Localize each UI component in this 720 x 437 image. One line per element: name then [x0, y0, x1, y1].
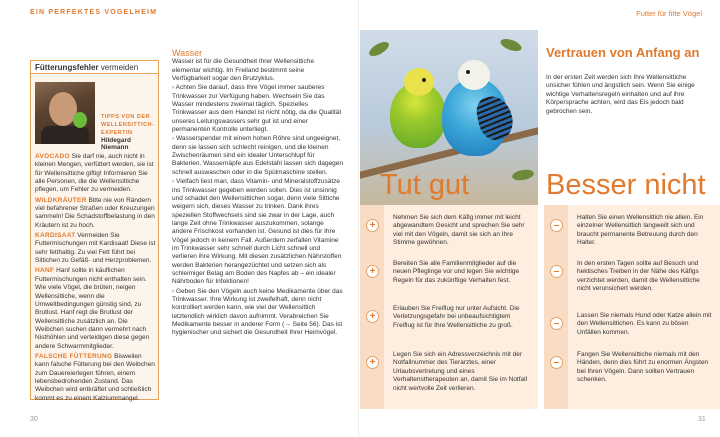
chevron-right-icon: › — [172, 178, 175, 186]
paragraph-text: Wasserspender mit einem hohen Röhre sind ungeeignet, denn sie lassen sich schlecht reinigen, und die kleinen Zwischenräumen sind ein idealer Unterschlupf für Bakterien. Wassernäpfe aus Edelstahl lassen sich dagegen schnell auswaschen oder in die Spülmaschine stellen. — [172, 135, 344, 176]
sidebar-paragraph — [35, 232, 157, 265]
paragraph-text: Hanf sollte in käuflichen Futtermischungen nicht enthalten sein. Wie viele Vögel, die brüten, neigen Wellensittiche, wenn die Umweltbedingungen günstig sind, zu Brutlust. Hanf regt die Brutlust der Wellensittiche zusätzlich an. Die Weibchen suchen dann vermehrt nach Nisthöhlen und verteidigen diese gegen andere Schwarmmitglieder. — [35, 267, 150, 350]
vertrauen-heading: Vertrauen von Anfang an — [546, 45, 700, 60]
sidebar-paragraph — [35, 197, 157, 230]
keyword-kardisaat: KARDISAAT — [35, 232, 76, 240]
plus-icon: + — [366, 310, 379, 323]
do-panel — [360, 205, 538, 409]
wasser-section — [172, 49, 344, 339]
page-number-right: 31 — [698, 416, 706, 423]
do-icon-stripe — [360, 205, 384, 409]
sidebar-paragraph — [35, 267, 157, 350]
wasser-heading: Wasser — [172, 48, 203, 58]
wasser-paragraph — [172, 288, 344, 338]
keyword-wildkraeuter: WILDKRÄUTER — [35, 196, 87, 204]
blue-budgie-eye — [466, 70, 470, 74]
vertrauen-text: In der ersten Zeit werden sich Ihre Wellensittiche unsicher fühlen und ängstlich sein. Wenn Sie einige wichtige Verhaltensregeln einhalten und auf ihre Körpersprache achten, wird das Eis jedoch bald gebrochen sein. — [546, 74, 695, 115]
expert-name: Hildegard Niemann — [101, 137, 131, 151]
dont-icon-stripe — [544, 205, 568, 409]
green-budgie-eye — [422, 78, 426, 82]
paragraph-text: Achten Sie darauf, dass Ihre Vögel immer sauberes Trinkwasser zur Verfügung haben. Wechseln Sie das Wasser mindestens zweimal täglich. Spezielles Trinkwasser aus dem Handel ist nicht nötig, da die Qualität unseres Leitungswassers sehr gut ist und einer permanenten Kontrolle unterliegt. — [172, 84, 342, 134]
plus-icon: + — [366, 219, 379, 232]
leaf-shape — [499, 37, 523, 54]
paragraph-text: Wasser ist für die Gesundheit Ihrer Wellensittiche elementar wichtig. Im Freiland bestimmt seine Verfügbarkeit sogar den Brutzyklus. — [172, 58, 314, 83]
paragraph-text: Vielfach liest man, dass Vitamin- und Mineralstoffzusätze ins Trinkwasser gegeben werden sollen. Dies ist unsinnig und schadet den Wellensittichen sogar, denn viele Sittiche weigern sich, dieses Wasser zu trinken. Dank ihres speziellen Stoffwechsels sind sie zwar in der Lage, auch lange Zeit ohne Trinkwasser auszukommen, solange andere Frischkost vorhanden ist. Gesund ist dies für Ihre Vögel jedoch in keinem Fall. Außerdem zerfallen Vitamine im Trinkwasser sehr schnell durch Licht schnell und verlieren ihre Wirkung. Mit diesen zusätzlichen Nährstoffen werden Bakterien herangezüchtet und setzen sich als schleimiger Belag am Boden des Napfes ab – ein idealer Nährboden für Infektionen! — [172, 178, 342, 286]
vertrauen-section — [546, 46, 706, 116]
sidebar-paragraph — [35, 353, 157, 403]
minus-icon: – — [550, 356, 563, 369]
paragraph-text: Bisweilen kann falsche Fütterung bei den Weibchen zum Dauereierlegen führen, einem lebensbedrohenden Zustand. Das Weibchen wird entkräftet und schließlich kommt es zu einem Kalziummangel. — [35, 352, 155, 402]
running-header-right: Futter für fitte Vögel — [636, 9, 702, 18]
minus-icon: – — [550, 265, 563, 278]
running-header-left: EIN PERFEKTES VOGELHEIM — [30, 9, 158, 16]
wasser-paragraph — [172, 178, 344, 286]
do-item-text: Nehmen Sie sich dem Käfig immer mit leicht abgewandtem Gesicht und sprechen Sie sehr viel mit den Vögeln, damit sie sich an Ihre Stimme gewöhnen. — [393, 214, 525, 247]
dont-item-text: Fangen Sie Wellensittiche niemals mit den Händen, denn dies führt zu enormen Ängsten bei Ihren Vögeln. Dann sollten Vertrauen schenken. — [577, 351, 709, 384]
keyword-hanf: HANF — [35, 267, 55, 275]
plus-icon: + — [366, 265, 379, 278]
chevron-right-icon: › — [172, 84, 175, 92]
keyword-falsche-fuetterung: FALSCHE FÜTTERUNG — [35, 352, 113, 360]
paragraph-text: Sie darf nie, auch nicht in kleinen Mengen, verfüttert werden, sie ist für Wellensittiche giftig! Informieren Sie alle Personen, die die Wellensittiche pflegen, um Fehler zu vermeiden. — [35, 153, 154, 194]
wasser-paragraph — [172, 58, 344, 83]
paragraph-text: Geben Sie den Vögeln auch keine Medikamente über das Trinkwasser. Ihre Wirkung ist zweifelhaft, denn nicht kontrolliert werden kann, wie viel der Wellensittich letztendlich wirklich davon aufnimmt. Verabreichen Sie Medikamente besser in anderer Form (→ Seite 56). Das ist hygienischer und sichert die Gesundheit Ihrer Heimvögel. — [172, 287, 343, 337]
dont-item-text: Lassen Sie niemals Hund oder Katze allein mit den Wellensittichen. Es kann zu bösen Unfällen kommen. — [577, 312, 712, 336]
dont-item-text: Halten Sie einen Wellensittich nie allein. Ein einzelner Wellensittich langweilt sich und braucht permanente Betreuung durch den Halter. — [577, 214, 704, 247]
page-gutter — [358, 0, 359, 437]
plus-icon: + — [366, 356, 379, 369]
tips-sidebar — [30, 60, 159, 400]
dont-panel — [544, 205, 720, 409]
portrait-bird-icon — [73, 112, 87, 128]
minus-icon: – — [550, 219, 563, 232]
dont-heading: Besser nicht — [546, 169, 706, 201]
do-item-text: Legen Sie sich ein Adressverzeichnis mit der Notfallnummer des Tierarztes, einer Urlaubsvertretung und eines Verhaltenstherapeuten an, damit Sie im Notfall nicht wertvolle Zeit verlieren. — [393, 351, 528, 392]
tips-label: TIPPS VON DER WELLENSITTICH-EXPERTIN — [101, 114, 155, 136]
paragraph-text: Vermeiden Sie Futtermischungen mit Kardisaat! Diese ist sehr fetthaltig. Zu viel Fett führt bei Sittichen zu Gefäß- und Herzproblemen. — [35, 232, 156, 265]
sidebar-title-bold: Fütterungsfehler — [35, 63, 99, 72]
chevron-right-icon: › — [172, 287, 175, 295]
paragraph-text: Bitte nie von Rändern viel befahrener Straßen oder Kreuzungen sammeln! Die Schadstoffbelastung in den Kräutern ist zu hoch. — [35, 196, 155, 229]
blue-budgie-head — [458, 60, 490, 90]
sidebar-body — [35, 153, 157, 405]
expert-portrait — [35, 82, 95, 144]
dont-item-text: In den ersten Tagen sollte auf Besuch und hektisches Treiben in der Nähe des Käfigs verzichtet werden, damit die Wellensittiche nicht verunsichert werden. — [577, 260, 700, 293]
sidebar-title — [31, 61, 158, 74]
wasser-paragraph — [172, 135, 344, 177]
sidebar-title-rest: vermeiden — [98, 63, 139, 72]
green-budgie-head — [404, 68, 434, 96]
chevron-right-icon: › — [172, 135, 175, 143]
minus-icon: – — [550, 317, 563, 330]
portrait-shirt — [41, 126, 89, 144]
wasser-paragraph — [172, 84, 344, 134]
sidebar-paragraph — [35, 153, 157, 195]
do-item-text: Bereiten Sie alle Familienmitglieder auf die neuen Pfleglinge vor und legen Sie wichtige Regeln für das zukünftige Verhalten fest. — [393, 260, 520, 284]
keyword-avocado: AVOCADO — [35, 153, 70, 160]
page-number-left: 30 — [30, 416, 38, 423]
leaf-shape — [367, 39, 391, 59]
leaf-shape — [511, 168, 534, 182]
do-heading: Tut gut — [380, 169, 470, 201]
do-item-text: Erlauben Sie Freiflug nur unter Aufsicht. Die Verletzungsgefahr bei unbeaufsichtigtem Freiflug ist für Ihre Wellensittiche zu groß. — [393, 305, 520, 329]
